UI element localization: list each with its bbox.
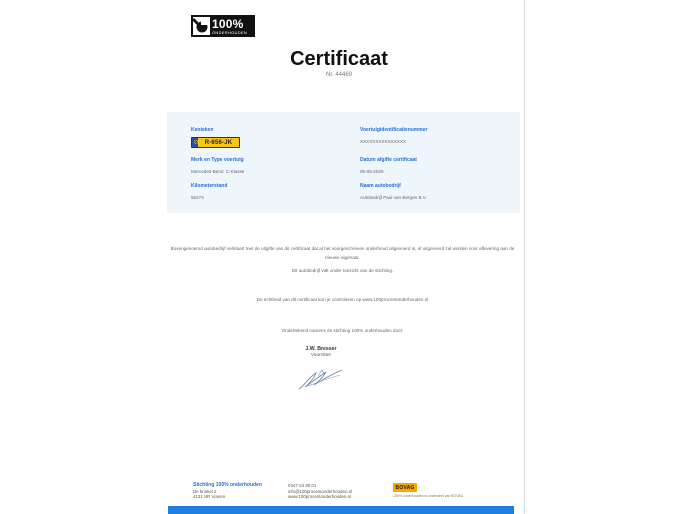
field-label: Datum afgifte certificaat [360, 157, 417, 163]
eu-flag-icon [192, 138, 198, 147]
declaration-text: Bovengenoemd autobedrijf verklaart met de uitgifte van dit certificaat dat al het voorgeschreven onderhoud uitgevoerd is, of uitgevoerd zal worden voor aflevering aan de nieuwe eigenaar. [170, 246, 515, 260]
field-kenteken [191, 127, 240, 148]
field-label: Kenteken [191, 127, 214, 133]
wrench-icon [191, 15, 211, 37]
logo-subtext: ONDERHOUDEN [212, 29, 248, 35]
footer-phone: 0347-23 80 01 [288, 483, 317, 488]
vehicle-info-box [167, 112, 520, 213]
field-value: Mercedes-Benz: C-Klasse [191, 169, 245, 174]
field-bedrijf [360, 183, 427, 200]
footer-org-name: Stichting 100% onderhouden [193, 482, 262, 488]
footer-website: www.100procentonderhouden.nl [288, 494, 351, 500]
field-vin [360, 127, 427, 144]
field-label: Merk en Type voertuig [191, 157, 244, 163]
field-merk [191, 157, 244, 174]
bovag-logo: BOVAG [393, 483, 417, 492]
signed-by-text: Ondertekend namens de stichting 100% onderhouden door: [281, 328, 404, 333]
field-value: 05-06-2025 [360, 169, 384, 174]
signer-name: J.W. Bresser [305, 346, 337, 352]
field-datum [360, 157, 417, 174]
certificate-number: Nr. 44469 [325, 72, 353, 78]
footer-contact [288, 483, 352, 500]
verification-text: De echtheid van dit certificaat kun je controleren op www.100procentonderhouden.nl [256, 297, 429, 302]
field-value: Autobedrijf Paul van Bergen B.V. [360, 195, 427, 200]
page-title: Certificaat [290, 48, 388, 70]
bovag-note: 100% onderhouden is onderdeel van BOVAG [393, 494, 464, 498]
logo-text: 100% [212, 16, 244, 31]
field-label: Voertuigidentificatienummer [360, 127, 428, 133]
field-label: Kilometerstand [191, 183, 228, 189]
footer-city: 4131 NR Vianen [193, 494, 226, 500]
license-plate [191, 137, 240, 148]
signer-role: Voorzitter [310, 353, 332, 358]
field-value: XXXXXXXXXXXXXXX [360, 139, 406, 144]
field-value: 55274 [191, 195, 204, 200]
footer-address [193, 483, 262, 500]
footer-street: De brinkel 2 [193, 488, 217, 494]
field-km [191, 183, 227, 200]
field-label: Naam autobedrijf [360, 183, 401, 189]
logo-100-procent-onderhouden [191, 15, 255, 37]
supervision-text: Dit autobedrijf valt onder toezicht van de stichting. [291, 268, 394, 273]
footer-bar [168, 506, 514, 514]
footer-email: info@100procentonderhouden.nl [288, 488, 353, 494]
license-plate-number: R-656-JK [198, 138, 239, 147]
signature-image [296, 364, 346, 392]
